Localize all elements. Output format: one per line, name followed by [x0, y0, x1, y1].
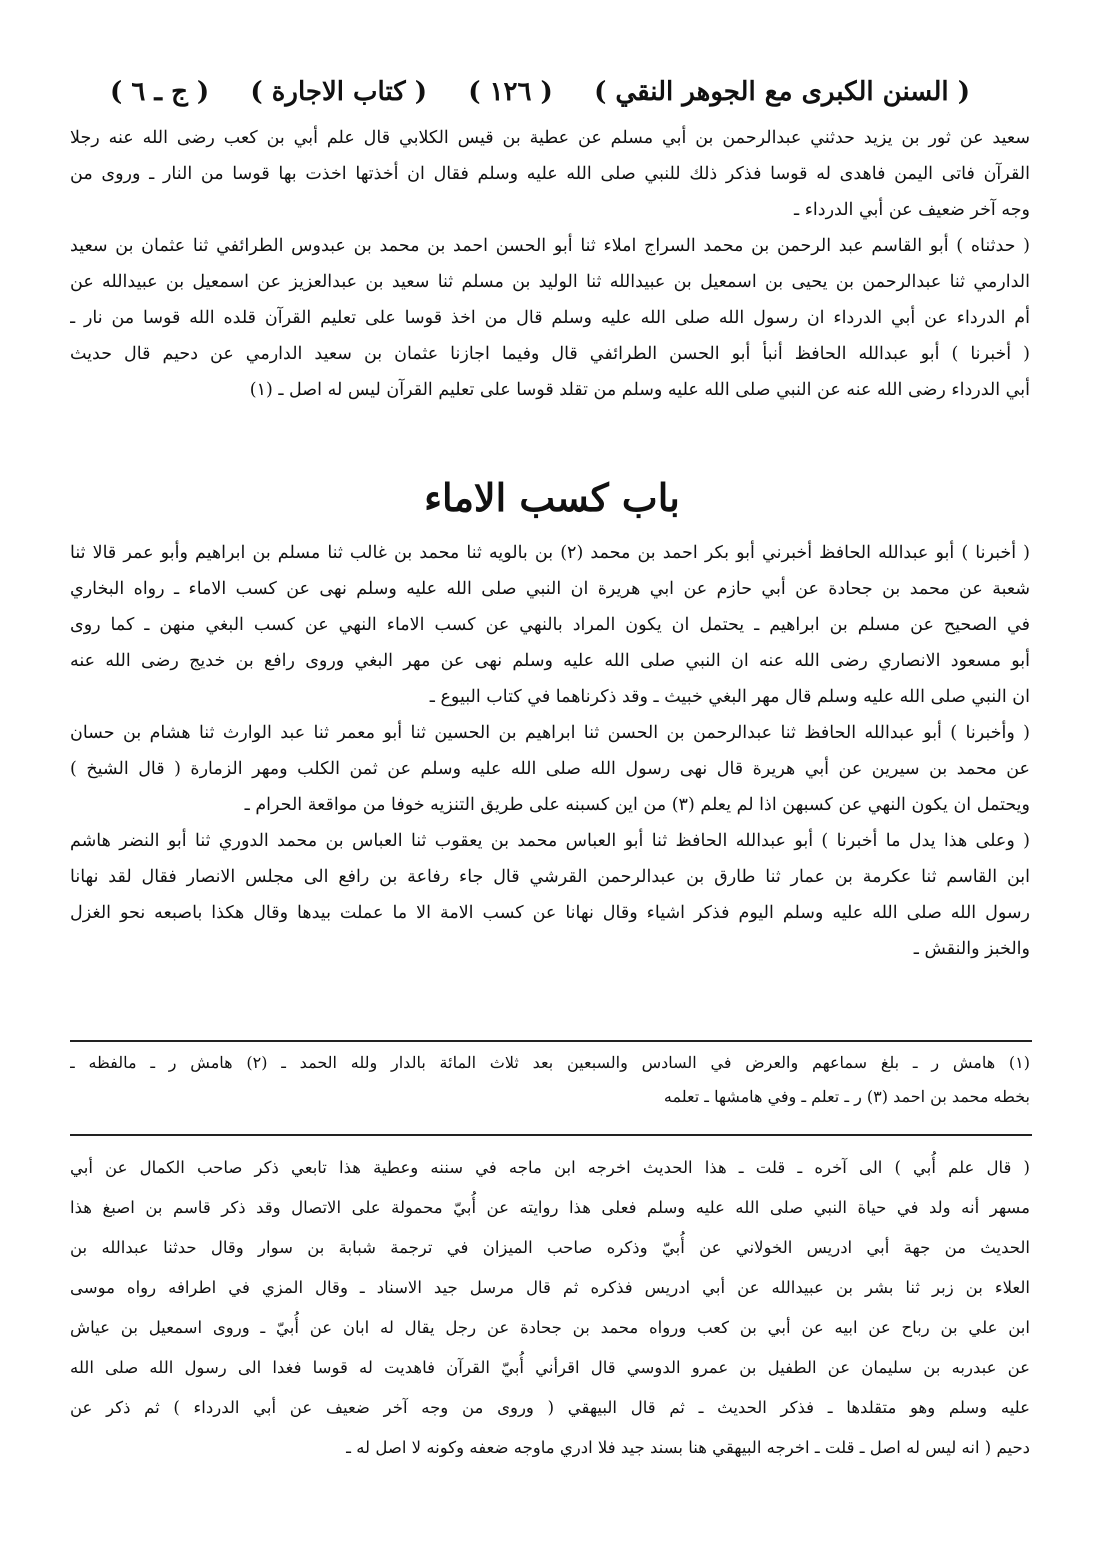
commentary-al-jawhar-al-naqi: [70, 1148, 1030, 1468]
text-line: الدارمي ثنا عبدالرحمن بن يحيى بن اسمعيل بن عبيدالله ثنا الوليد بن مسلم ثنا سعيد بن عبدالعزيز عن اسمعيل بن عبيدالله عن: [70, 272, 1030, 292]
footnote-line: بخطه محمد بن احمد (٣) ر ـ تعلم ـ وفي هامشها ـ تعلمه: [663, 1087, 1030, 1106]
header-section-title: ( كتاب الاجارة ): [250, 77, 428, 107]
text-line: القرآن فاتى اليمن فاهدى له قوسا فذكر ذلك للنبي صلى الله عليه وسلم فقال ان أخذتها اخذت بها قوسا من النار ـ وروى من: [70, 164, 1030, 184]
text-line: رسول الله صلى الله عليه وسلم اليوم فذكر اشياء وقال نهانا عن كسب الامة الا ما عملت بيدها وقال هكذا باصبعه نحو الغزل: [70, 903, 1030, 923]
text-line: ( وأخبرنا ) أبو عبدالله الحافظ ثنا عبدالرحمن بن الحسن ثنا ابراهيم بن الحسين ثنا أبو معمر ثنا عبد الوارث ثنا هشام بن حسان: [70, 723, 1030, 743]
text-line: ( أخبرنا ) أبو عبدالله الحافظ أنبأ أبو الحسن الطرائفي قال وفيما اجازنا عثمان بن سعيد الدارمي عن دحيم قال حديث: [70, 344, 1030, 364]
commentary-line: عليه وسلم وهو متقلدها ـ فذكر الحديث ـ ثم قال البيهقي ( وروى من وجه آخر ضعيف عن أبي الدرداء ) ثم ذكر عن: [70, 1398, 1030, 1417]
footnotes: [70, 1046, 1030, 1114]
text-line: أبي الدرداء رضى الله عنه عن النبي صلى الله عليه وسلم من تقلد قوسا على تعليم القرآن ليس له اصل ـ (١): [249, 380, 1030, 400]
text-line: ( وعلى هذا يدل ما أخبرنا ) أبو عبدالله الحافظ ثنا أبو العباس محمد بن يعقوب ثنا العباس بن محمد الدوري ثنا أبو النضر هاشم: [70, 831, 1030, 851]
chapter-title: باب كسب الاماء: [424, 475, 680, 520]
text-line: عن محمد بن سيرين عن أبي هريرة قال نهى رسول الله صلى الله عليه وسلم عن ثمن الكلب ومهر الزمارة ( قال الشيخ ): [70, 759, 1030, 779]
text-line: سعيد عن ثور بن يزيد حدثني عبدالرحمن بن أبي مسلم عن عطية بن قيس الكلابي قال علم أبي بن كعب رضى الله عنه رجلا: [70, 128, 1030, 148]
text-line: في الصحيح عن مسلم بن ابراهيم ـ يحتمل ان يكون المراد بالنهي عن كسب الاماء النهي عن كسب البغي منهن ـ كما روى: [70, 615, 1030, 635]
text-line: ابن القاسم ثنا عكرمة بن عمار ثنا طارق بن عبدالرحمن القرشي قال جاء رفاعة بن رافع الى مجلس الانصار فقال لقد نهانا: [70, 867, 1030, 887]
commentary-line: ابن علي بن رباح عن ابيه عن أبي بن كعب ورواه محمد بن جحادة عن رجل يقال له ابان عن أُبيّ ـ وروى اسمعيل بن عياش: [70, 1318, 1030, 1337]
text-line: أبو مسعود الانصاري رضى الله عنه ان النبي صلى الله عليه وسلم نهى عن مهر البغي وروى رافع بن خديج رضى الله عنه: [70, 651, 1030, 671]
main-text-bottom: [70, 535, 1030, 967]
commentary-line: دحيم ( انه ليس له اصل ـ قلت ـ اخرجه البيهقي هنا بسند جيد فلا ادري ماوجه ضعفه وكونه لا اصل له ـ: [346, 1438, 1030, 1457]
page-header: [110, 72, 970, 112]
commentary-line: عن عبدربه بن سليمان عن الطفيل بن عمرو الدوسي قال اقرأني أُبيّ القرآن فاهديت له قوسا فغدا الى رسول الله صلى الله: [70, 1358, 1030, 1377]
header-book-title: ( السنن الكبرى مع الجوهر النقي ): [594, 77, 970, 107]
text-line: ( أخبرنا ) أبو عبدالله الحافظ أخبرني أبو بكر احمد بن محمد (٢) بن بالويه ثنا محمد بن غالب ثنا مسلم بن ابراهيم وأبو عمر قالا ثنا: [70, 543, 1030, 563]
commentary-divider: [70, 1134, 1032, 1136]
header-volume: ( ج ـ ٦ ): [110, 77, 210, 107]
main-text-top: [70, 120, 1030, 408]
text-line: والخبز والنقش ـ: [913, 939, 1030, 959]
text-line: شعبة عن محمد بن جحادة عن أبي حازم عن ابي هريرة ان النبي صلى الله عليه وسلم نهى عن كسب الاماء ـ رواه البخاري: [70, 579, 1030, 599]
text-line: ويحتمل ان يكون النهي عن كسبهن اذا لم يعلم (٣) من اين كسبنه على طريق التنزيه خوفا من مواقعة الحرام ـ: [244, 795, 1030, 815]
footnote-line: (١) هامش ر ـ بلغ سماعهم والعرض في السادس والسبعين بعد ثلاث المائة بالدار ولله الحمد ـ (٢) هامش ر ـ مالفظه ـ: [70, 1053, 1030, 1072]
commentary-line: الحديث من جهة أبي ادريس الخولاني عن أُبيّ وذكره صاحب الميزان في ترجمة شبابة بن سوار وقال حدثنا عبدالله بن: [70, 1238, 1030, 1257]
header-page-number: ( ١٢٦ ): [468, 77, 553, 107]
footnote-divider: [70, 1040, 1032, 1042]
commentary-line: ( قال علم أُبي ) الى آخره ـ قلت ـ هذا الحديث اخرجه ابن ماجه في سننه وعطية هذا تابعي ذكر صاحب الكمال عن أبي: [70, 1158, 1030, 1177]
text-line: ( حدثناه ) أبو القاسم عبد الرحمن بن محمد السراج املاء ثنا أبو الحسن احمد بن محمد بن عبدوس الطرائفي ثنا عثمان بن سعيد: [70, 236, 1030, 256]
text-line: وجه آخر ضعيف عن أبي الدرداء ـ: [794, 200, 1030, 220]
commentary-line: العلاء بن زبر ثنا بشر بن عبيدالله عن أبي ادريس فذكره ثم قال مرسل جيد الاسناد ـ وقال المزي في اطرافه رواه موسى: [70, 1278, 1030, 1297]
text-line: ان النبي صلى الله عليه وسلم قال مهر البغي خبيث ـ وقد ذكرناهما في كتاب البيوع ـ: [429, 687, 1030, 707]
commentary-line: مسهر أنه ولد في حياة النبي صلى الله عليه وسلم فعلى هذا روايته عن أُبيّ محمولة على الاتصال وقد ذكر قاسم بن اصبغ هذا: [70, 1198, 1030, 1217]
text-line: أم الدرداء عن أبي الدرداء ان رسول الله صلى الله عليه وسلم قال من اخذ قوسا على تعليم القرآن قلده الله قوسا من نار ـ: [70, 308, 1030, 328]
